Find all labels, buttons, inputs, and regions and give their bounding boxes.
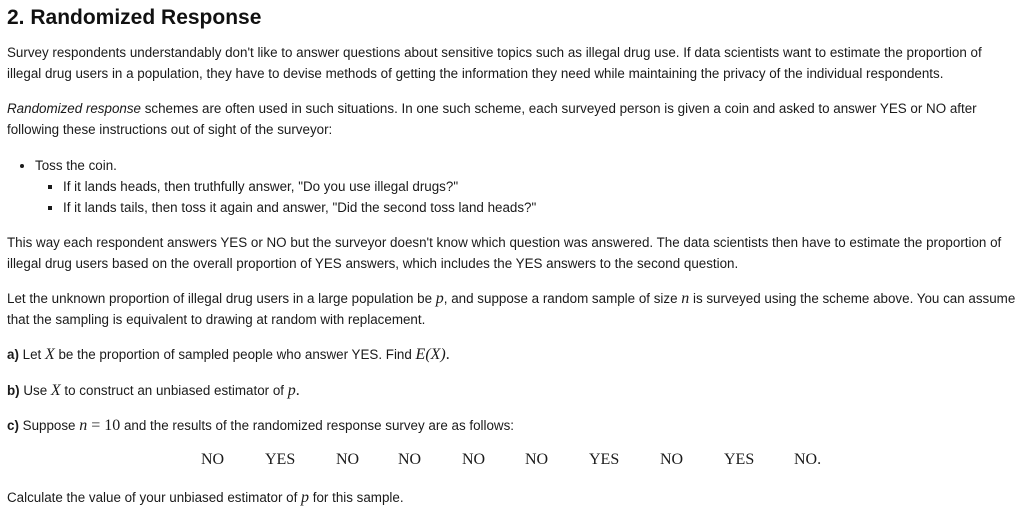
scheme-text: schemes are often used in such situations. In one such scheme, each surveyed person is given a coin and asked to answer YES or NO after following these instructions out of sight of the surveyor: [7, 101, 977, 137]
response-item: NO [398, 450, 422, 468]
problem-title: 2. Randomized Response [7, 6, 262, 29]
setup-text-2: , and suppose a random sample of size [443, 291, 682, 306]
question-a-text-1: Let [18, 347, 45, 362]
final-text-2: for this sample. [309, 489, 404, 505]
response-item: NO [660, 450, 684, 468]
instruction-sublist [35, 176, 1018, 218]
variable-p: p [287, 381, 296, 399]
question-a-period: . [445, 346, 450, 363]
instruction-tails: ▪ If it lands tails, then toss it again and answer, "Did the second toss land heads?" [63, 197, 1018, 218]
question-c-label: c) [7, 418, 19, 433]
instruction-list [7, 155, 1018, 218]
instruction-toss [35, 155, 1018, 218]
response-item: NO [336, 450, 360, 468]
response-item: NO [525, 450, 549, 468]
response-list [7, 449, 1018, 471]
response-item: NO. [794, 450, 822, 468]
question-c-text-1: Suppose [18, 418, 80, 433]
response-item: YES [724, 450, 755, 468]
scheme-term: Randomized response [7, 101, 141, 116]
sample-size-value: 10 [104, 417, 121, 434]
response-item: NO [462, 450, 486, 468]
variable-x: X [44, 346, 55, 363]
variable-n: n [79, 417, 88, 434]
variable-n: n [681, 290, 690, 307]
question-c-text-2: and the results of the randomized response survey are as follows: [120, 418, 515, 433]
equals-sign: = [87, 417, 105, 434]
intro-paragraph: Survey respondents understandably don't like to answer questions about sensitive topics such as illegal drug use. If data scientists want to estimate the proportion of illegal drug users in a population, they have to devise methods of getting the information they need while maintaining the privacy of the individual respondents. [7, 45, 982, 81]
setup-text-1: Let the unknown proportion of illegal drug users in a large population be [7, 291, 436, 306]
question-b [7, 381, 1018, 402]
response-item: YES [265, 450, 296, 468]
variable-p: p [301, 488, 310, 506]
scheme-paragraph [7, 99, 1018, 140]
question-c [7, 416, 1018, 437]
expectation-ex: E(X) [415, 346, 446, 363]
question-b-label: b) [7, 382, 20, 398]
question-a-text-2: be the proportion of sampled people who answer YES. Find [54, 347, 416, 362]
question-b-period: . [295, 381, 300, 399]
question-a-label: a) [7, 347, 19, 362]
question-a [7, 345, 1018, 366]
explanation-paragraph: This way each respondent answers YES or NO but the surveyor doesn't know which question was answered. The data scientists then have to estimate the proportion of illegal drug users based on the overall proportion of YES answers, which includes the YES answers to the second question. [7, 235, 1002, 271]
instruction-toss-text: Toss the coin. [35, 158, 117, 173]
final-question [7, 488, 1018, 509]
question-b-text-2: to construct an unbiased estimator of [60, 382, 288, 398]
instruction-heads: ▪ If it lands heads, then truthfully answer, "Do you use illegal drugs?" [63, 176, 1018, 197]
setup-paragraph [7, 289, 1018, 330]
setup-text-3: is surveyed using the scheme above. You can assume that the sampling is equivalent to drawing at random with replacement. [7, 291, 1016, 327]
response-item: NO [201, 450, 225, 468]
final-text-1: Calculate the value of your unbiased estimator of [7, 489, 302, 505]
question-b-text-1: Use [19, 382, 51, 398]
response-item: YES [589, 450, 620, 468]
variable-p: p [435, 290, 444, 307]
variable-x: X [50, 381, 61, 399]
